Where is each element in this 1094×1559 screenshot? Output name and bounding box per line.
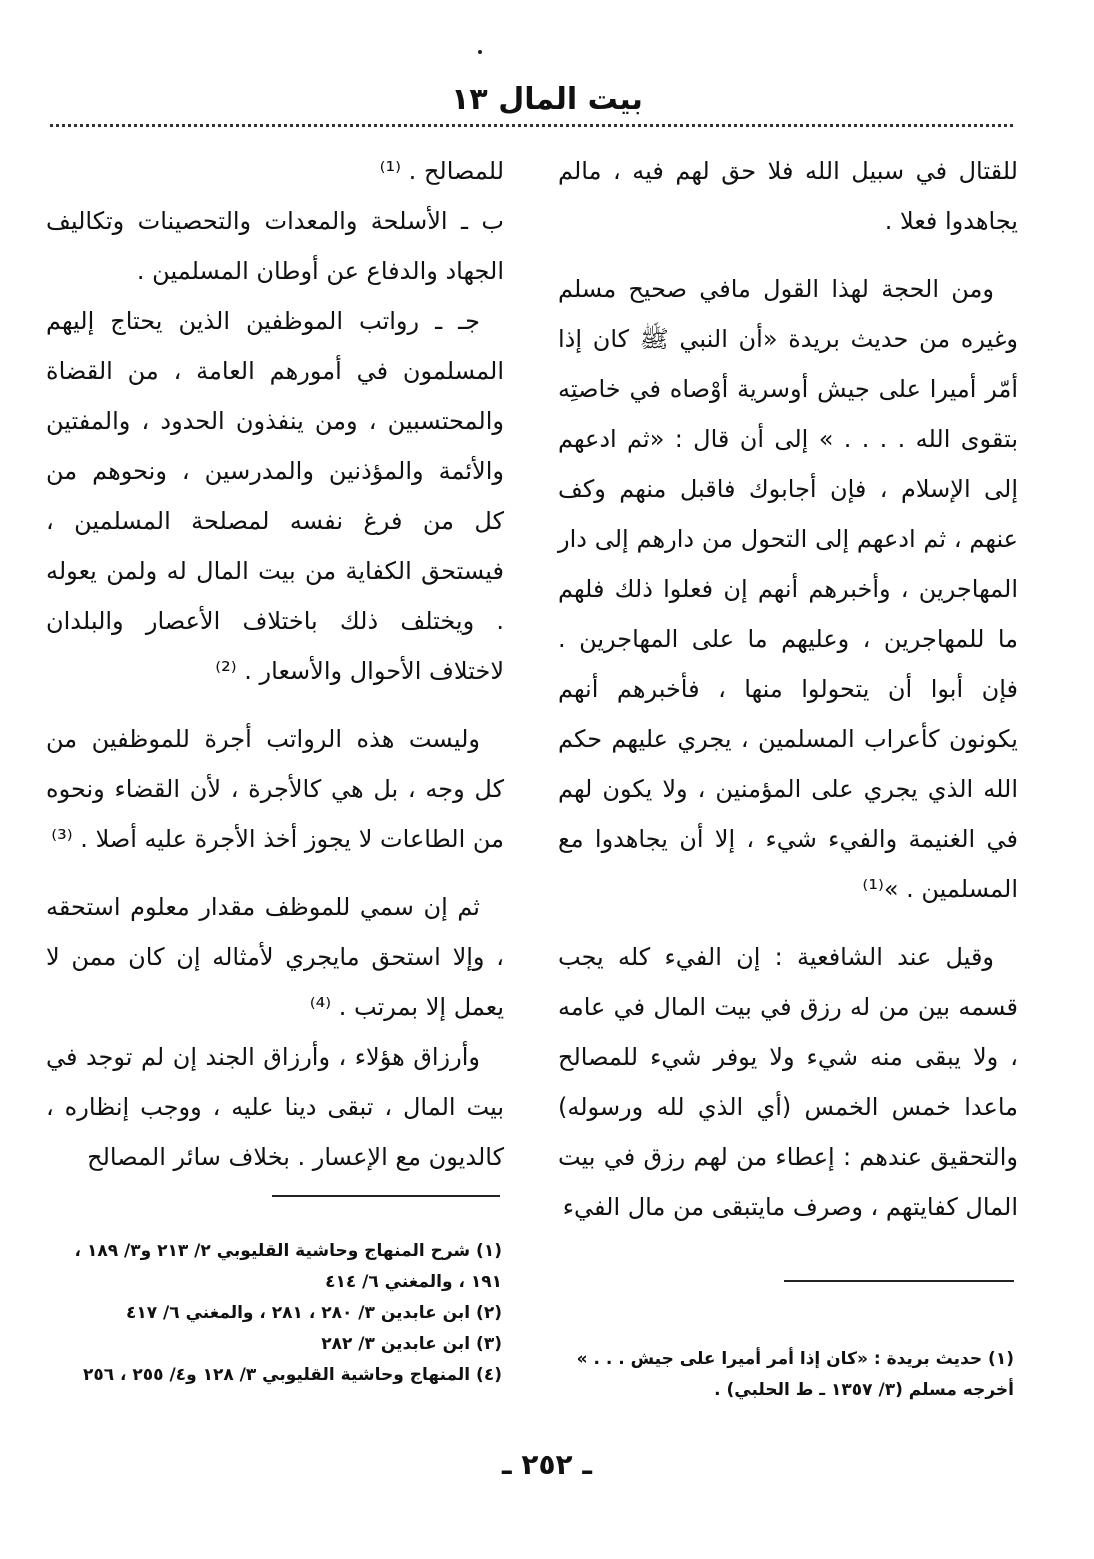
right-paragraph-3: وقيل عند الشافعية : إن الفيء كله يجب قسمه بين من له رزق في بيت المال في عامه ، ولا يبقى منه شيء ولا يوفر شيء للمصالح ماعدا خمس الخمس (أي الذي لله ورسوله) والتحقيق عندهم : إعطاء من لهم رزق في بيت المال كفايتهم ، وصرف مايتبقى من مال الفيء [558, 943, 1018, 1221]
header-dotted-rule [50, 124, 1013, 127]
left-footnote-rule [272, 1195, 500, 1197]
left-paragraph-2: ب ـ الأسلحة والمعدات والتحصينات وتكاليف الجهاد والدفاع عن أوطان المسلمين . [46, 207, 504, 285]
left-paragraph-4: وليست هذه الرواتب أجرة للموظفين من كل وجه ، بل هي كالأجرة ، لأن القضاء ونحوه من الطاعات لا يجوز أخذ الأجرة عليه أصلا . ⁽³⁾ [46, 725, 504, 853]
right-paragraph-2: ومن الحجة لهذا القول مافي صحيح مسلم وغيره من حديث بريدة «أن النبي ﷺ كان إذا أمّر أميرا على جيش أوسرية أوْصاه في خاصتِه بتقوى الله . . . . » إلى أن قال : «ثم ادعهم إلى الإسلام ، فإن أجابوك فاقبل منهم وكف عنهم ، ثم ادعهم إلى التحول من دارهم إلى دار المهاجرين ، وأخبرهم أنهم إن فعلوا ذلك فلهم ما للمهاجرين ، وعليهم ما على المهاجرين . فإن أبوا أن يتحولوا منها ، فأخبرهم أنهم يكونون كأعراب المسلمين ، يجري عليهم حكم الله الذي يجري على المؤمنين ، ولا يكون لهم في الغنيمة والفيء شيء ، إلا أن يجاهدوا مع المسلمين . »⁽¹⁾ [558, 275, 1018, 903]
right-paragraph-1: للقتال في سبيل الله فلا حق لهم فيه ، مالم يجاهدوا فعلا . [558, 157, 1018, 235]
footnote-line: (٣) ابن عابدين ٣/ ٢٨٢ [321, 1334, 502, 1354]
right-column [558, 146, 1018, 1232]
left-paragraph-3: جـ ـ رواتب الموظفين الذين يحتاج إليهم المسلمون في أمورهم العامة ، من القضاة والمحتسبين ، ومن ينفذون الحدود ، والمفتين والأئمة والمؤذنين والمدرسين ، ونحوهم من كل من فرغ نفسه لمصلحة المسلمين ، فيستحق الكفاية من بيت المال له ولمن يعوله . ويختلف ذلك باختلاف الأعصار والبلدان لاختلاف الأحوال والأسعار . ⁽²⁾ [46, 307, 504, 685]
left-paragraph-6: وأرزاق هؤلاء ، وأرزاق الجند إن لم توجد في بيت المال ، تبقى دينا عليه ، ووجب إنظاره ، كالديون مع الإعسار . بخلاف سائر المصالح [46, 1043, 504, 1171]
left-paragraph-1: للمصالح . ⁽¹⁾ [379, 157, 504, 185]
page-number: ـ ٢٥٢ ـ [502, 1448, 592, 1481]
left-column [46, 146, 504, 1182]
left-paragraph-5: ثم إن سمي للموظف مقدار معلوم استحقه ، وإلا استحق مايجري لأمثاله إن كان ممن لا يعمل إلا بمرتب . ⁽⁴⁾ [46, 893, 504, 1021]
footnote-line: (٢) ابن عابدين ٣/ ٢٨٠ ، ٢٨١ ، والمغني ٦/ ٤١٧ [126, 1303, 502, 1323]
right-footnotes [558, 1344, 1014, 1406]
running-title: بيت المال ١٣ [451, 82, 643, 117]
footnote-line: أخرجه مسلم (٣/ ١٣٥٧ ـ ط الحلبي) . [714, 1380, 1014, 1400]
print-dot-mark [478, 50, 482, 54]
right-footnote-rule [784, 1280, 1014, 1282]
footnote-line: (١) شرح المنهاج وحاشية القليوبي ٢/ ٢١٣ و٣/ ١٨٩ ، ١٩١ ، والمغني ٦/ ٤١٤ [74, 1241, 502, 1292]
footnote-line: (١) حديث بريدة : «كان إذا أمر أميرا على جيش . . . » [576, 1349, 1014, 1369]
left-footnotes [46, 1236, 502, 1391]
footnote-line: (٤) المنهاج وحاشية القليوبي ٣/ ١٢٨ و٤/ ٢٥٥ ، ٢٥٦ [82, 1365, 502, 1385]
